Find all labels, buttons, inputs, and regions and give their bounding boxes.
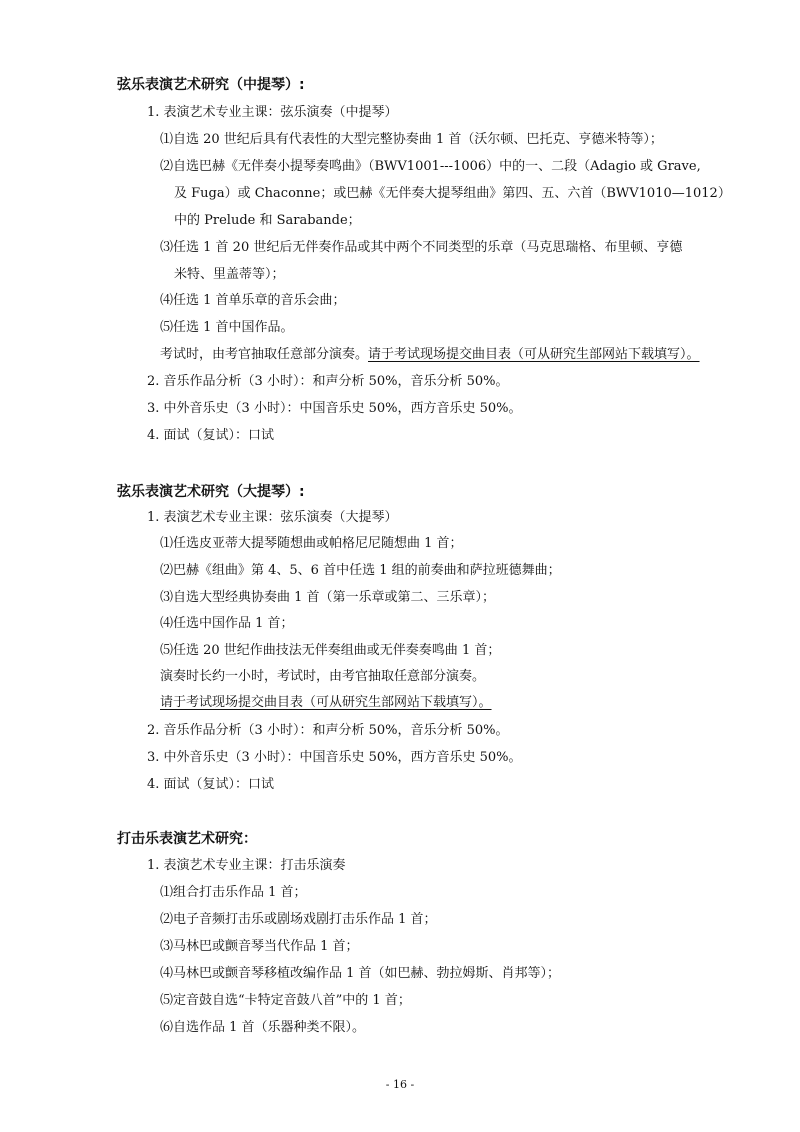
repertoire-item-4: ⑷任选 1 首单乐章的音乐会曲； [160, 293, 346, 308]
repertoire-submission-note: 请于考试现场提交曲目表（可从研究生部网站下载填写）。 [160, 695, 492, 710]
section-heading-percussion: 打击乐表演艺术研究： [117, 831, 257, 847]
repertoire-item-1: ⑴任选皮亚蒂大提琴随想曲或帕格尼尼随想曲 1 首； [160, 536, 463, 551]
repertoire-item-3: ⑶自选大型经典协奏曲 1 首（第一乐章或第二、三乐章）； [160, 590, 496, 605]
item-music-history: 3. 中外音乐史（3 小时）：中国音乐史 50%，西方音乐史 50%。 [147, 401, 522, 416]
item-main-course: 1. 表演艺术专业主课：弦乐演奏（中提琴） [147, 105, 398, 120]
repertoire-item-2-cont: 及 Fuga）或 Chaconne；或巴赫《无伴奏大提琴组曲》第四、五、六首（BWV1010—1012） [174, 186, 731, 201]
repertoire-submission-note: 请于考试现场提交曲目表（可从研究生部网站下载填写）。 [368, 347, 700, 362]
repertoire-item-4: ⑷任选中国作品 1 首； [160, 616, 294, 631]
repertoire-item-5: ⑸任选 1 首中国作品。 [160, 320, 294, 335]
section-heading-cello: 弦乐表演艺术研究（大提琴）: [117, 484, 305, 500]
repertoire-item-2: ⑵巴赫《组曲》第 4、5、6 首中任选 1 组的前奏曲和萨拉班德舞曲； [160, 563, 561, 578]
repertoire-item-3: ⑶马林巴或颤音琴当代作品 1 首； [160, 939, 359, 954]
repertoire-item-2: ⑵电子音频打击乐或剧场戏剧打击乐作品 1 首； [160, 912, 437, 927]
repertoire-item-4: ⑷马林巴或颤音琴移植改编作品 1 首（如巴赫、勃拉姆斯、肖邦等）； [160, 966, 561, 981]
repertoire-item-5: ⑸定音鼓自选“卡特定音鼓八首”中的 1 首； [160, 993, 411, 1008]
exam-note [160, 346, 700, 364]
repertoire-item-2: ⑵自选巴赫《无伴奏小提琴奏鸣曲》（BWV1001---1006）中的一、二段（Adagio 或 Grave, [160, 159, 701, 174]
page-number: - 16 - [385, 1078, 415, 1091]
repertoire-item-3: ⑶任选 1 首 20 世纪后无伴奏作品或其中两个不同类型的乐章（马克思瑞格、布里顿、亨德 [160, 240, 683, 255]
item-music-history: 3. 中外音乐史（3 小时）：中国音乐史 50%，西方音乐史 50%。 [147, 750, 522, 765]
exam-note: 演奏时长约一小时，考试时，由考官抽取任意部分演奏。 [160, 669, 486, 684]
repertoire-item-5: ⑸任选 20 世纪作曲技法无伴奏组曲或无伴奏奏鸣曲 1 首； [160, 643, 501, 658]
item-music-analysis: 2. 音乐作品分析（3 小时）：和声分析 50%，音乐分析 50%。 [147, 723, 509, 738]
repertoire-item-6: ⑹自选作品 1 首（乐器种类不限）。 [160, 1020, 366, 1035]
item-main-course: 1. 表演艺术专业主课：弦乐演奏（大提琴） [147, 510, 398, 525]
repertoire-item-1: ⑴组合打击乐作品 1 首； [160, 885, 307, 900]
item-interview: 4. 面试（复试）：口试 [147, 428, 275, 443]
repertoire-item-3-cont: 米特、里盖蒂等）； [174, 267, 285, 282]
repertoire-item-1: ⑴自选 20 世纪后具有代表性的大型完整协奏曲 1 首（沃尔顿、巴托克、亨德米特等）； [160, 132, 663, 147]
item-music-analysis: 2. 音乐作品分析（3 小时）：和声分析 50%，音乐分析 50%。 [147, 374, 509, 389]
item-interview: 4. 面试（复试）：口试 [147, 777, 275, 792]
item-main-course: 1. 表演艺术专业主课：打击乐演奏 [147, 858, 346, 873]
exam-note-text: 考试时，由考官抽取任意部分演奏。 [160, 347, 369, 362]
repertoire-item-2-cont: 中的 Prelude 和 Sarabande； [174, 213, 361, 228]
section-heading-viola: 弦乐表演艺术研究（中提琴）: [117, 77, 305, 93]
